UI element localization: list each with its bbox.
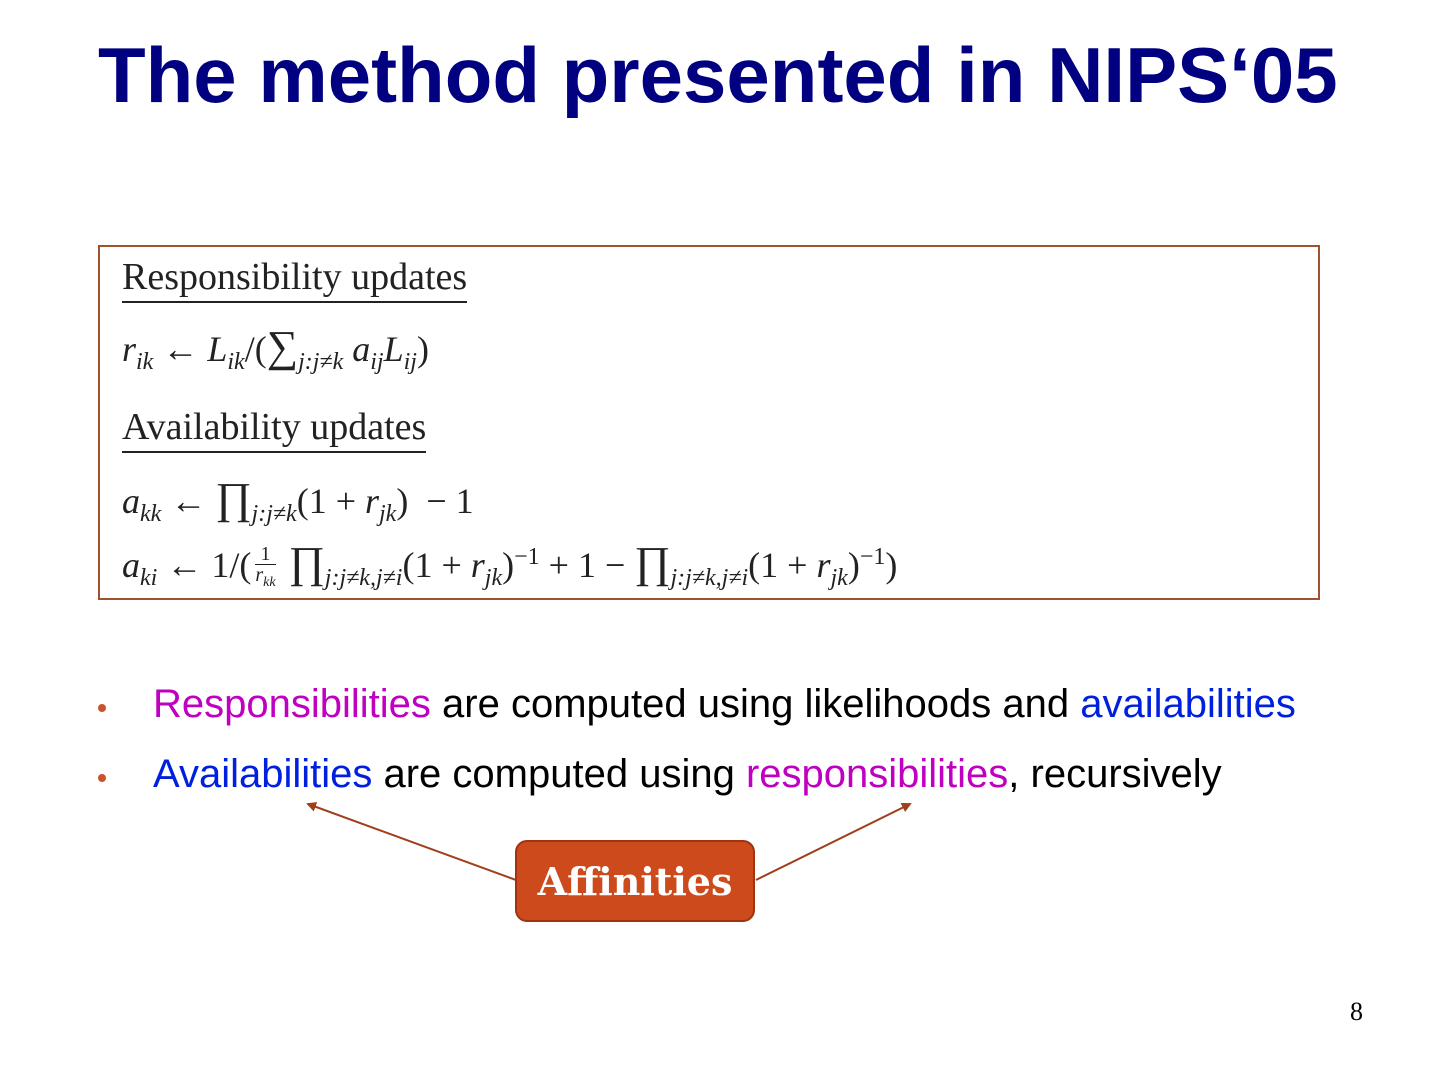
bullet-marker: [98, 774, 106, 782]
bullet-text-end: , recursively: [1008, 752, 1222, 796]
term-availabilities: Availabilities: [153, 752, 373, 796]
arrow-left: [308, 804, 516, 880]
bullet-text-middle: are computed using: [372, 752, 746, 796]
bullet-text: [153, 682, 1296, 727]
availability-equation: $a_{ki}$ ← 1/( $\frac{1}{r_{kk}}$ $\prod_{j:j\ne k,j\ne i}(1 + r_{jk})^{-1} + 1$ − $\prod_{j:j\ne k,j\ne i}(1 + r_{jk})^{-1}$): [122, 538, 898, 592]
term-availabilities: availabilities: [1080, 682, 1296, 726]
responsibility-equation: $r_{ik}$ ← $L_{ik}/(\sum_{j:j\ne k}$ $a_{ij}L_{ij}$): [122, 322, 429, 376]
arrow-right: [756, 804, 910, 880]
page-number: 8: [1350, 997, 1363, 1026]
equation-box: [98, 245, 1320, 600]
bullet-marker: [98, 704, 106, 712]
term-responsibilities: Responsibilities: [153, 682, 431, 726]
availability-heading: Availability updates: [122, 407, 426, 453]
bullet-text: [153, 752, 1222, 797]
bullet-text-middle: are computed using likelihoods and: [430, 682, 1081, 726]
term-responsibilities: responsibilities: [745, 752, 1009, 796]
responsibility-heading: Responsibility updates: [122, 257, 467, 303]
availability-self-equation: $a_{kk}$ ← $\prod_{j:j\ne k}(1 + r_{jk}) - 1$: [122, 474, 474, 528]
slide-title: The method presented in NIPS‘05: [98, 31, 1338, 119]
affinities-callout: Affinities: [515, 840, 755, 922]
